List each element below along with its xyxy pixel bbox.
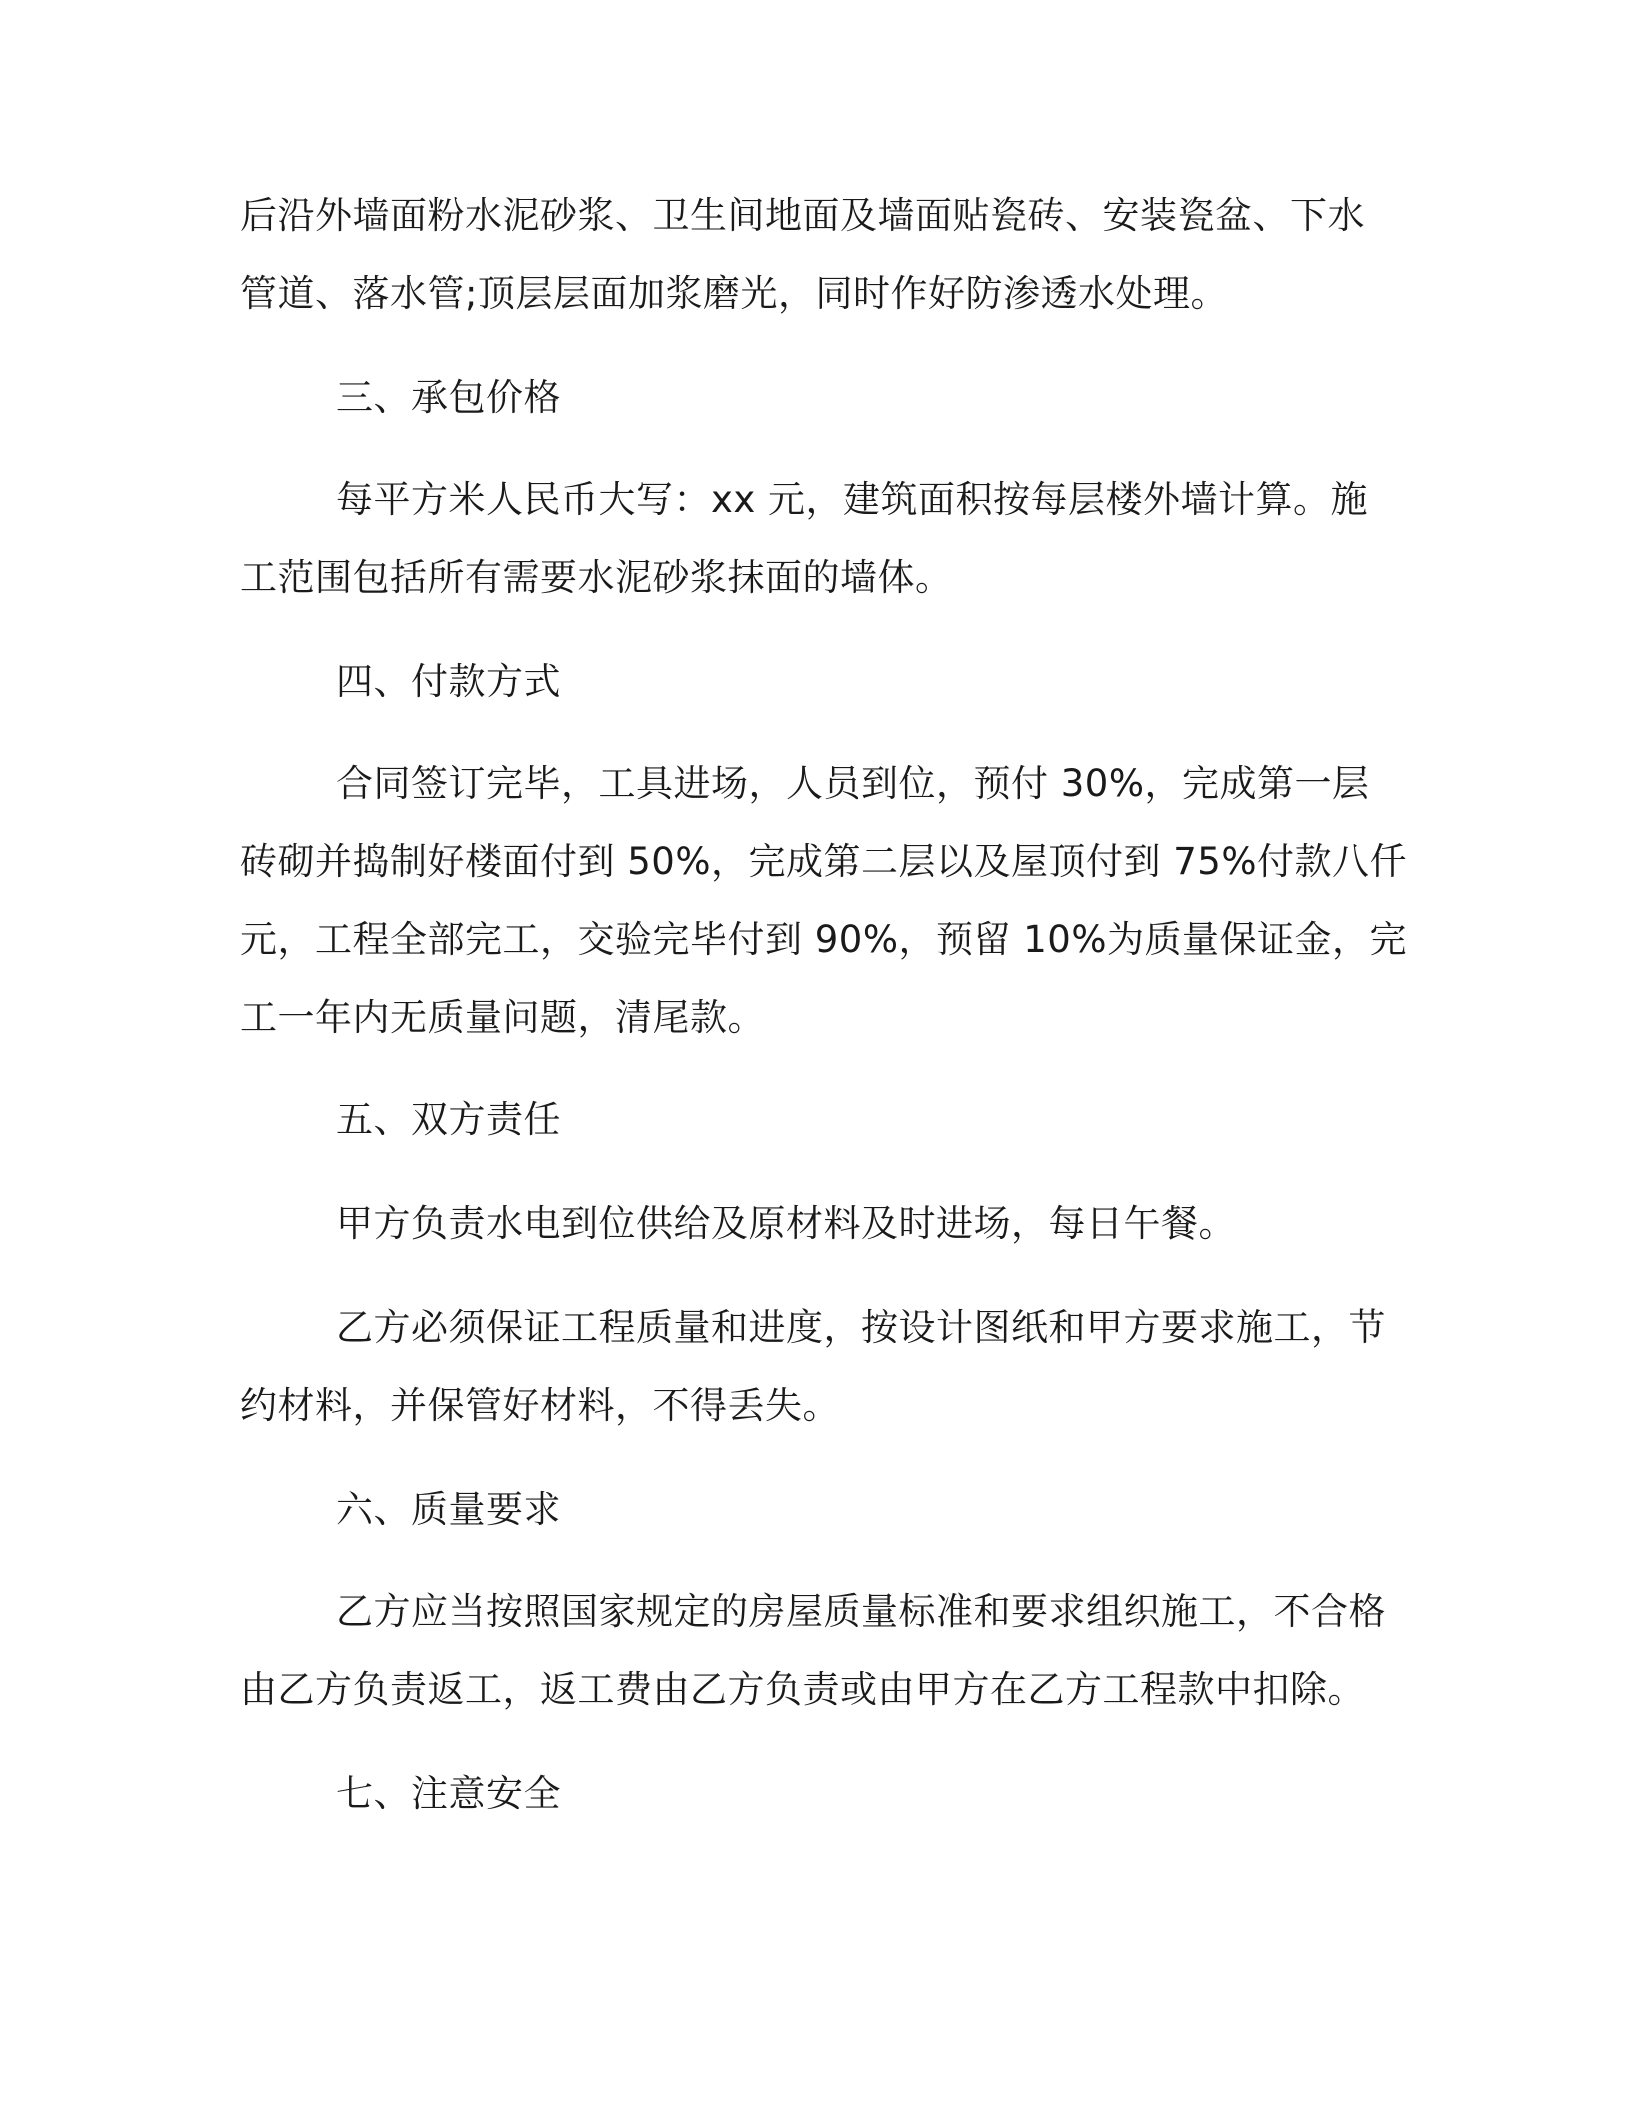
body-line: 每平方米人民币大写：xx 元，建筑面积按每层楼外墙计算。施 [336, 478, 1369, 521]
body-line: 砖砌并捣制好楼面付到 50%，完成第二层以及屋顶付到 75%付款八仟 [240, 840, 1407, 883]
body-line: 合同签订完毕，工具进场，人员到位，预付 30%，完成第一层 [336, 762, 1370, 805]
body-line: 由乙方负责返工，返工费由乙方负责或由甲方在乙方工程款中扣除。 [240, 1668, 1365, 1711]
body-line: 管道、落水管;顶层层面加浆磨光，同时作好防渗透水处理。 [240, 272, 1228, 315]
body-line: 乙方必须保证工程质量和进度，按设计图纸和甲方要求施工，节 [336, 1306, 1386, 1349]
body-line: 约材料，并保管好材料，不得丢失。 [240, 1384, 840, 1427]
section-heading-price: 三、承包价格 [336, 376, 561, 419]
section-heading-quality: 六、质量要求 [336, 1488, 561, 1531]
section-heading-safety: 七、注意安全 [336, 1772, 561, 1815]
section-heading-payment: 四、付款方式 [336, 660, 561, 703]
body-line: 工范围包括所有需要水泥砂浆抹面的墙体。 [240, 556, 953, 599]
body-line: 元，工程全部完工，交验完毕付到 90%，预留 10%为质量保证金，完 [240, 918, 1407, 961]
body-line: 工一年内无质量问题，清尾款。 [240, 996, 765, 1039]
body-line: 后沿外墙面粉水泥砂浆、卫生间地面及墙面贴瓷砖、安装瓷盆、下水 [240, 194, 1365, 237]
body-line: 乙方应当按照国家规定的房屋质量标准和要求组织施工，不合格 [336, 1590, 1386, 1633]
body-line: 甲方负责水电到位供给及原材料及时进场，每日午餐。 [336, 1202, 1236, 1245]
section-heading-responsibilities: 五、双方责任 [336, 1098, 561, 1141]
